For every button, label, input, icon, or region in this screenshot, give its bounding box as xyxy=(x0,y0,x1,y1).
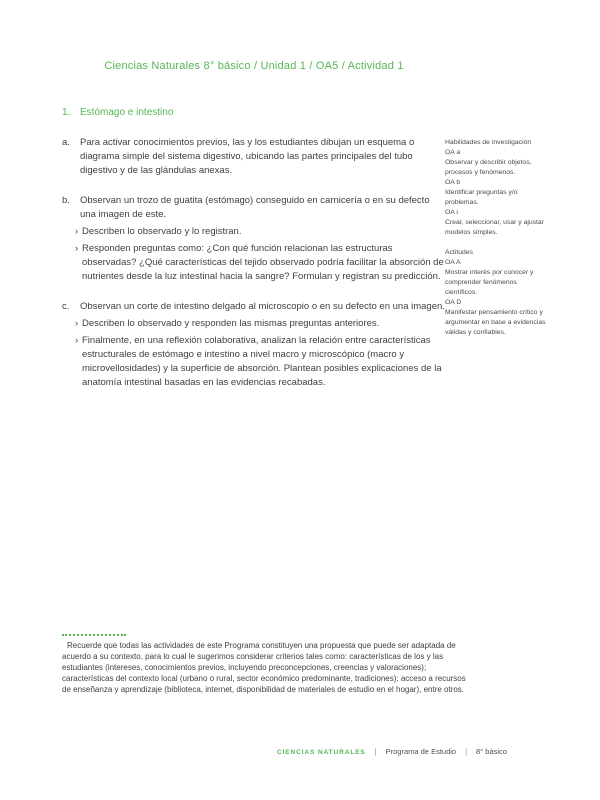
sidebar-entry xyxy=(445,148,546,178)
oa-text: Crear, seleccionar, usar y ajustar modelos simples. xyxy=(445,219,544,236)
bullet-text: Describen lo observado y responden las mismas preguntas anteriores. xyxy=(82,318,380,329)
page-footer xyxy=(277,747,507,756)
item-text-c: Observan un corte de intestino delgado al microscopio o en su defecto en una imagen. xyxy=(80,301,445,312)
oa-text: Mostrar interés por conocer y comprender fenómenos científicos. xyxy=(445,269,534,296)
item-label-c: c. xyxy=(62,301,70,312)
sub-bullet xyxy=(75,225,446,239)
item-label-b: b. xyxy=(62,195,70,206)
activity-item-c xyxy=(62,300,446,390)
oa-code: OA i xyxy=(445,209,458,216)
oa-text: Identificar preguntas y/o problemas. xyxy=(445,189,518,206)
sub-bullet xyxy=(75,334,446,390)
footer-separator: | xyxy=(374,747,377,756)
section-heading xyxy=(62,107,173,118)
footnote xyxy=(62,634,466,695)
section-number: 1. xyxy=(62,107,71,118)
footer-separator: | xyxy=(465,747,468,756)
item-body-c xyxy=(75,300,446,390)
item-label-a: a. xyxy=(62,137,70,148)
activity-item-a xyxy=(62,136,446,178)
sub-bullet xyxy=(75,242,446,284)
bullet-text: Finalmente, en una reflexión colaborativa, analizan la relación entre características estructurales de estómago e intestino a nivel macro y microscópico (macro y microvellosidades) y la superficie de absorción. Plantean posibles explicaciones de la anatomía intestinal basadas en las evidencias recabadas. xyxy=(82,335,442,388)
chevron-bullet-icon: › xyxy=(75,243,79,254)
footer-brand: CIENCIAS NATURALES xyxy=(277,749,366,756)
sidebar-entry xyxy=(445,178,546,208)
oa-code: OA b xyxy=(445,179,461,186)
chevron-bullet-icon: › xyxy=(75,318,79,329)
page-title: Ciencias Naturales 8° básico / Unidad 1 / OA5 / Actividad 1 xyxy=(104,60,404,72)
item-body-a xyxy=(80,136,446,178)
chevron-bullet-icon: › xyxy=(75,226,79,237)
item-body-b xyxy=(75,194,446,284)
section-title: Estómago e intestino xyxy=(80,107,174,118)
sidebar-entry xyxy=(445,298,546,338)
footer-program-label: Programa de Estudio xyxy=(385,747,457,756)
oa-text: Manifestar pensamiento crítico y argumentar en base a evidencias válidas y confiables. xyxy=(445,309,546,336)
activity-item-b xyxy=(62,194,446,284)
sidebar-heading: Habilidades de investigación xyxy=(445,139,532,146)
margin-notes xyxy=(445,138,546,348)
oa-code: OA a xyxy=(445,149,461,156)
footnote-divider xyxy=(62,634,126,636)
chevron-bullet-icon: › xyxy=(75,335,79,346)
activity-list xyxy=(62,136,446,406)
bullet-text: Responden preguntas como: ¿Con qué función relacionan las estructuras observadas? ¿Qué características del tejido observado podría facilitar la absorción de nutrientes desde la luz intestinal hacia la sangre? Formulan y registran su predicción. xyxy=(82,243,444,282)
bullet-text: Describen lo observado y lo registran. xyxy=(82,226,242,237)
sidebar-section-habilidades xyxy=(445,138,546,238)
sidebar-section-actitudes xyxy=(445,248,546,338)
oa-code: OA A xyxy=(445,259,461,266)
item-text-a: Para activar conocimientos previos, las y los estudiantes dibujan un esquema o diagrama simple del sistema digestivo, ubicando las partes principales del tubo digestivo y de las glándulas anexas. xyxy=(80,137,415,176)
oa-code: OA D xyxy=(445,299,462,306)
sidebar-entry xyxy=(445,208,546,238)
sidebar-heading: Actitudes xyxy=(445,249,473,256)
oa-text: Observar y describir objetos, procesos y fenómenos. xyxy=(445,159,532,176)
footer-grade-label: 8° básico xyxy=(476,747,507,756)
sub-bullet xyxy=(75,317,446,331)
footnote-text: Recuerde que todas las actividades de este Programa constituyen una propuesta que puede ser adaptada de acuerdo a su contexto, para lo cual le sugerimos considerar criterios tales como: características de los y las estudiantes (intereses, conocimientos previos, incluyendo preconcepciones, creencias y valoraciones); características del contexto local (urbano o rural, sector económico predominante, tradiciones); acceso a recursos de enseñanza y aprendizaje (biblioteca, internet, disponibilidad de materiales de estudio en el hogar), entre otros. xyxy=(62,641,466,694)
sidebar-entry xyxy=(445,258,546,298)
item-text-b: Observan un trozo de guatita (estómago) conseguido en carnicería o en su defecto una imagen de este. xyxy=(80,195,430,220)
